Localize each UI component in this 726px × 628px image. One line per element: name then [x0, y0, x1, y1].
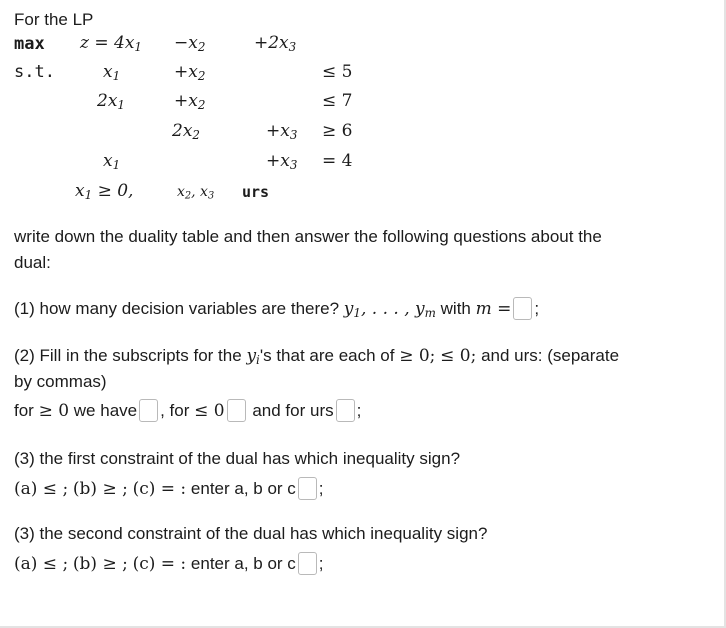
- q3a-opt-a: (a) ≤ ;: [14, 479, 69, 499]
- row4-x3: $+x_3$: [266, 151, 298, 172]
- q2-for-ge: for: [14, 401, 34, 420]
- instruction-line2: dual:: [14, 253, 51, 272]
- q1-text: (1) how many decision variables are there?: [14, 299, 340, 318]
- q3b-enter: enter a, b or c: [190, 554, 296, 573]
- q2-ge0-input[interactable]: [139, 399, 158, 422]
- q3a-opt-c: (c) = :: [132, 479, 187, 499]
- q3b-answer-input[interactable]: [298, 552, 317, 575]
- q2-sym-le: ≤ 0;: [440, 346, 477, 366]
- row2-x1: $2x_1$: [97, 91, 125, 112]
- q3a-enter: enter a, b or c: [190, 479, 296, 498]
- row1-x2: $+x_2$: [174, 62, 206, 83]
- q3b-opt-c: (c) = :: [132, 554, 187, 574]
- q2-we-have: we have: [73, 401, 138, 420]
- row3-rhs: ≥ 6: [322, 121, 353, 141]
- q3b-end: ;: [318, 554, 324, 573]
- q2-le0: ≤ 0: [194, 401, 225, 421]
- question-1: [14, 297, 539, 320]
- sign-x1: $x_1 \ge 0$,: [75, 181, 134, 202]
- row2-x2: $+x_2$: [174, 91, 206, 112]
- objective-lhs: $z = 4x_1$: [80, 33, 142, 54]
- q2-ge0: ≥ 0: [38, 401, 70, 421]
- sign-x2x3: $x_2$, $x_3$: [177, 184, 215, 202]
- question-3b-line2: [14, 552, 324, 575]
- question-2-line2: by commas): [14, 372, 107, 391]
- row4-x1: $x_1$: [103, 151, 121, 172]
- question-2-line1: [14, 346, 619, 367]
- st-label: s.t.: [14, 62, 55, 82]
- q2-text-c: and urs: (separate: [481, 346, 620, 365]
- objective-term-x3: $+2x_3$: [254, 33, 297, 54]
- objective-term-x2: $-x_2$: [174, 33, 206, 54]
- question-3a-line2: [14, 477, 324, 500]
- sign-urs: urs: [242, 183, 270, 201]
- question-3b-line1: (3) the second constraint of the dual has which inequality sign?: [14, 524, 488, 543]
- q2-yi: $y_i$: [246, 346, 260, 367]
- q1-vars: $y_1$, . . . , $y_m$: [343, 299, 436, 320]
- max-label: max: [14, 34, 45, 54]
- row1-rhs: ≤ 5: [322, 62, 353, 82]
- q2-text-b: 's that are each of: [259, 346, 395, 365]
- q3b-opt-b: (b) ≥ ;: [72, 554, 128, 574]
- q3a-end: ;: [318, 479, 324, 498]
- question-3a-line1: (3) the first constraint of the dual has which inequality sign?: [14, 449, 461, 468]
- row1-x1: $x_1$: [103, 62, 121, 83]
- q2-sym-ge: ≥ 0;: [399, 346, 436, 366]
- question-2-line3: [14, 399, 361, 422]
- row4-rhs: = 4: [322, 151, 353, 171]
- row3-x2: $2x_2$: [172, 121, 200, 142]
- q3a-answer-input[interactable]: [298, 477, 317, 500]
- q3b-opt-a: (a) ≤ ;: [14, 554, 69, 574]
- row2-rhs: ≤ 7: [322, 91, 353, 111]
- q2-and-urs: and for urs: [252, 401, 334, 420]
- instruction-line1: write down the duality table and then answer the following questions about the: [14, 227, 602, 246]
- q2-end: ;: [356, 401, 362, 420]
- q1-end: ;: [534, 299, 540, 318]
- q1-m-eq: m =: [475, 299, 512, 319]
- q3a-opt-b: (b) ≥ ;: [72, 479, 128, 499]
- intro-text: For the LP: [14, 10, 94, 29]
- q2-for-le: , for: [160, 401, 190, 420]
- q2-text-a: (2) Fill in the subscripts for the: [14, 346, 242, 365]
- row3-x3: $+x_3$: [266, 121, 298, 142]
- q1-with: with: [440, 299, 471, 318]
- q1-answer-input[interactable]: [513, 297, 532, 320]
- q2-urs-input[interactable]: [336, 399, 355, 422]
- q2-le0-input[interactable]: [227, 399, 246, 422]
